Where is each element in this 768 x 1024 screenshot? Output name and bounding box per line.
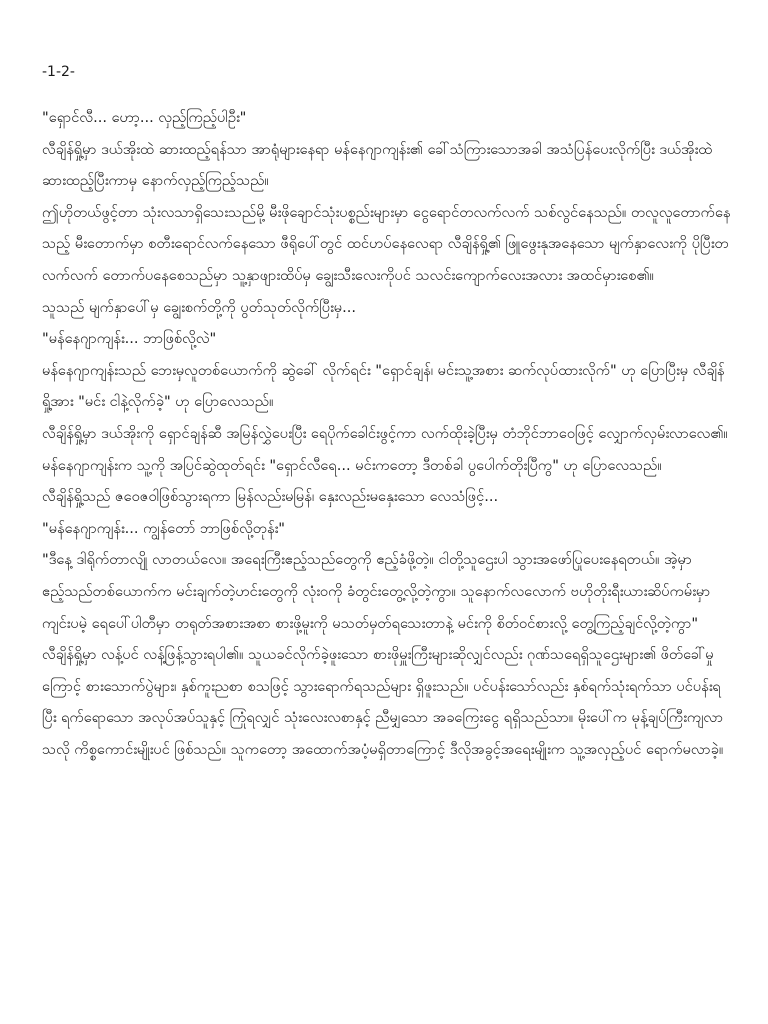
paragraph-narration: လီချိန်ရှို့မှာ လန့်ပင် လန့်ဖြန့်သွားရပါ၏။ သူယခင်လိုက်ခဲ့ဖူးသော စားဖိုမှူးကြီးများဆိုလျှင်လည်း ဂုဏ်သရေရှိသူဌေးများ၏ ဖိတ်ခေါ်မှုကြောင့် စားသောက်ပွဲများ၊ နှစ်ကူးညစာ စသဖြင့် သွားရောက်ရသည်များ ရှိဖူးသည်။ ပင်ပန်းသော်လည်း နှစ်ရက်သုံးရက်သာ ပင်ပန်းရပြီး ရက်ရောသော အလုပ်အပ်သူနှင့် ကြုံရလျှင် သုံးလေးလစာနှင့် ညီမျှသော အခကြေးငွေ ရရှိသည်သာ။ မိုးပေါ်က မုန့်ချပ်ကြီးကျလာသလို ကိစ္စကောင်းမျိုးပင် ဖြစ်သည်။ သူကတော့ အထောက်အပံ့မရှိတာကြောင့် ဒီလိုအခွင့်အရေးမျိုးက သူ့အလှည့်ပင် ရောက်မလာခဲ့။ <box>42 646 724 758</box>
paragraph-narration: လီချိန်ရှို့မှာ ဒယ်အိုးကို ရှောင်ချန်ဆီ အမြန်လွှဲပေးပြီး ရေပိုက်ခေါင်းဖွင့်ကာ လက်ထိုးခဲ့ပြီးမှ တံဘိုင်ဘာဝေဖြင့် လျှောက်လှမ်းလာလေ၏။ <box>42 424 728 442</box>
document-page <box>42 62 732 765</box>
paragraph-narration: မန်နေဂျာကျန်းက သူ့ကို အပြင်ဆွဲထုတ်ရင်း "ရှောင်လီရေ... မင်းကတော့ ဒီတစ်ခါ ပွပေါက်တိုးပြီကွ" ဟု ပြောလေသည်။ <box>42 456 662 474</box>
paragraph-dialogue-call: "ရှောင်လီ... ဟော့... လှည့်ကြည့်ပါဦး" <box>42 109 247 126</box>
paragraph-dialogue: "မန်နေဂျာကျန်း... ကျွန်တော် ဘာဖြစ်လို့တုန်း" <box>42 519 285 537</box>
paragraph-dialogue: "ဒီနေ့ ဒါရိုက်တာလျို လာတယ်လေ။ အရေးကြီးဧည့်သည်တွေကို ဧည့်ခံဖို့တဲ့။ ငါတို့သူဌေးပါ သွားအဖော်ပြုပေးနေရတယ်။ အဲ့မှာ ဧည့်သည်တစ်ယောက်က မင်းချက်တဲ့ဟင်းတွေကို လုံးဝကို ခံတွင်းတွေ့လို့တဲ့ကွာ။ သူနောက်လလောက် ဗဟိုတိုးရီးယားဆိပ်ကမ်းမှာ ကျင်းပမဲ့ ရေပေါ်ပါတီမှာ တရုတ်အစားအစာ စားဖို့မူးကို မသတ်မှတ်ရသေးတာနဲ့ မင်းကို စိတ်ဝင်စားလို့ တွေ့ကြည့်ချင်လို့တဲ့ကွာ" <box>42 551 711 632</box>
paragraph-narration: လီချိန်ရှို့သည် ဇဝေဇဝါဖြစ်သွားရကာ မြန်လည်းမမြန်၊ နှေးလည်းမနှေးသော လေသံဖြင့်... <box>42 488 499 506</box>
paragraph-dialogue: "မန်နေဂျာကျန်း... ဘာဖြစ်လို့လဲ" <box>42 330 217 348</box>
paragraph-narration: လီချိန်ရှို့မှာ ဒယ်အိုးထဲ ဆားထည့်ရန်သာ အာရုံများနေရာ မန်နေဂျာကျန်း၏ ခေါ်သံကြားသောအခါ အသံပြန်ပေးလိုက်ပြီး ဒယ်အိုးထဲ ဆားထည့်ပြီးကာမှ နောက်လှည့်ကြည့်သည်။ <box>42 140 713 190</box>
paragraph-narration: ဤဟိုတယ်ဖွင့်တာ သုံးလသာရှိသေးသည်မို့ မီးဖိုချောင်သုံးပစ္စည်းများမှာ ငွေရောင်တလက်လက် သစ်လွင်နေသည်။ တလူလူတောက်နေသည့် မီးတောက်မှာ စတီးရောင်လက်နေသော ဖီရိုပေါ်တွင် ထင်ဟပ်နေလေရာ လီချိန်ရှို့၏ ဖြူဖွေးနုအနေသော မျက်နှာလေးကို ပိုပြီးတလက်လက် တောက်ပနေစေသည်မှာ သူ့နှာဖျားထိပ်မှ ချွေးသီးလေးကိုပင် သလင်းကျောက်လေးအလား အထင်မှားစေ၏။ <box>42 203 731 284</box>
paragraph-narration: သူသည် မျက်နှာပေါ်မှ ချွေးစက်တို့ကို ပွတ်သုတ်လိုက်ပြီးမှ... <box>42 298 356 316</box>
page-number: -1-2- <box>42 64 75 80</box>
paragraph-narration: မန်နေဂျာကျန်းသည် ဘေးမှလူတစ်ယောက်ကို ဆွဲခေါ် လိုက်ရင်း "ရှောင်ချန်၊ မင်းသူ့အစား ဆက်လုပ်ထားလိုက်" ဟု ပြောပြီးမှ လီချိန်ရှို့အား "မင်း ငါနဲ့လိုက်ခဲ့" ဟု ပြောလေသည်။ <box>42 361 725 411</box>
